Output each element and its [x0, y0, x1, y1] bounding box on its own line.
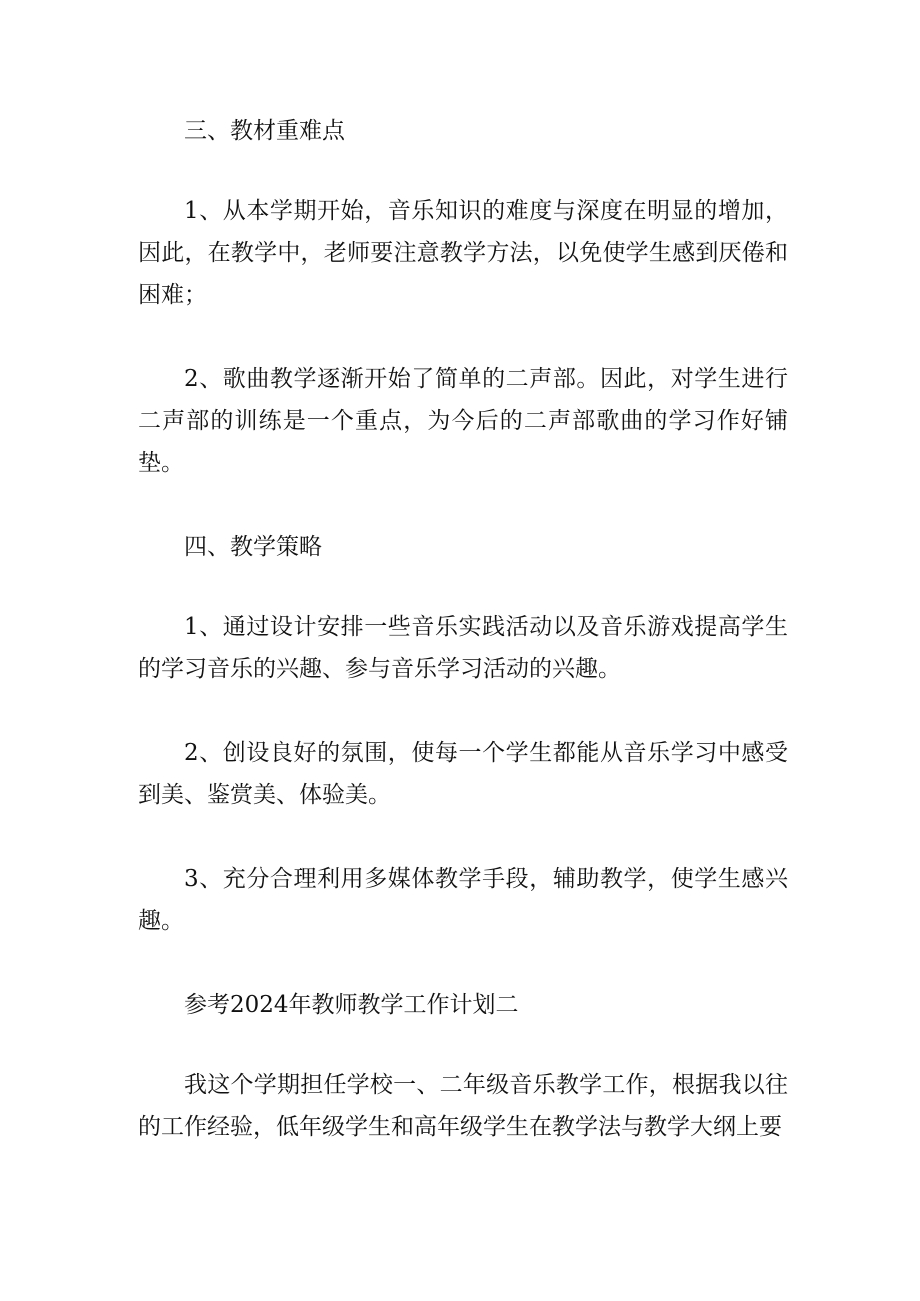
paragraph-difficulty-1: 1、从本学期开始，音乐知识的难度与深度在明显的增加，因此，在教学中，老师要注意教学方法，以免使学生感到厌倦和困难； — [138, 198, 788, 308]
paragraph-plan-two-intro: 我这个学期担任学校一、二年级音乐教学工作，根据我以往的工作经验，低年级学生和高年级学生在教学法与教学大纲上要 — [138, 1072, 788, 1140]
document-body — [138, 110, 788, 1148]
paragraph-difficulty-2: 2、歌曲教学逐渐开始了简单的二声部。因此，对学生进行二声部的训练是一个重点，为今后的二声部歌曲的学习作好铺垫。 — [138, 366, 788, 476]
section-heading-teaching-strategy: 四、教学策略 — [184, 534, 322, 560]
paragraph-strategy-3: 3、充分合理利用多媒体教学手段，辅助教学，使学生感兴趣。 — [138, 866, 788, 934]
paragraph-strategy-1: 1、通过设计安排一些音乐实践活动以及音乐游戏提高学生的学习音乐的兴趣、参与音乐学习活动的兴趣。 — [138, 614, 788, 682]
section-heading-textbook-difficulties: 三、教材重难点 — [184, 118, 345, 144]
paragraph-strategy-2: 2、创设良好的氛围，使每一个学生都能从音乐学习中感受到美、鉴赏美、体验美。 — [138, 740, 788, 808]
section-heading-plan-two: 参考2024年教师教学工作计划二 — [184, 992, 519, 1018]
